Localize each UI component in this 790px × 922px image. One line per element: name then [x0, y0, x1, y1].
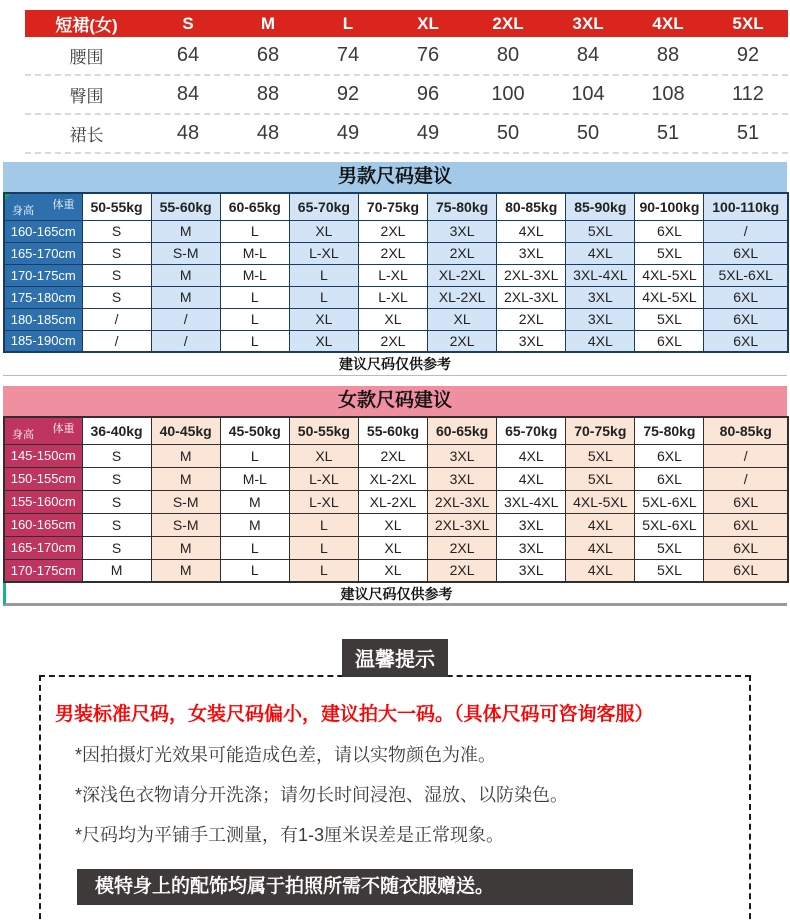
measure-value: 88 — [256, 83, 280, 105]
size-cell: 6XL — [704, 286, 788, 308]
size-cell: / — [704, 220, 788, 242]
measure-value: 84 — [576, 44, 600, 66]
measure-value: 50 — [496, 122, 520, 144]
measure-value: 68 — [256, 44, 280, 66]
size-cell: L — [289, 264, 358, 286]
size-cell: M — [151, 264, 220, 286]
size-cell: 3XL — [566, 286, 635, 308]
size-cell: L — [220, 559, 289, 582]
skirt-measure-row — [25, 76, 788, 115]
notice-line-2: *深浅色衣物请分开洗涤；请勿长时间浸泡、湿放、以防染色。 — [75, 785, 569, 805]
corner-weight-height-cell — [4, 417, 82, 444]
weight-header-cell: 50-55kg — [82, 193, 151, 220]
height-label-cell: 145-150cm — [4, 444, 82, 467]
height-label-cell: 175-180cm — [4, 286, 82, 308]
size-cell: S — [82, 264, 151, 286]
weight-header-cell: 75-80kg — [635, 417, 704, 444]
weight-header-cell: 65-70kg — [497, 417, 566, 444]
size-cell: 4XL — [497, 220, 566, 242]
measure-value: 49 — [336, 122, 360, 144]
size-cell: 5XL — [635, 536, 704, 559]
size-cell: 3XL — [497, 513, 566, 536]
size-cell: 6XL — [704, 242, 788, 264]
size-cell: 5XL — [635, 559, 704, 582]
size-cell: 6XL — [635, 330, 704, 352]
height-label-cell: 160-165cm — [4, 220, 82, 242]
size-cell: S — [82, 536, 151, 559]
size-cell: 5XL — [635, 242, 704, 264]
measure-value: 48 — [256, 122, 280, 144]
size-suggestion-row — [4, 220, 788, 242]
size-cell: XL — [289, 220, 358, 242]
size-suggestion-row — [4, 490, 788, 513]
size-cell: M — [220, 490, 289, 513]
height-label-cell: 160-165cm — [4, 513, 82, 536]
weight-header-cell: 55-60kg — [151, 193, 220, 220]
size-cell: 5XL-6XL — [635, 513, 704, 536]
size-cell: S — [82, 467, 151, 490]
skirt-measure-row — [25, 115, 788, 154]
size-cell: L — [289, 536, 358, 559]
size-cell: M — [151, 559, 220, 582]
size-cell: 6XL — [635, 220, 704, 242]
size-cell: S — [82, 513, 151, 536]
measure-value: 96 — [416, 83, 440, 105]
weight-header-cell: 90-100kg — [635, 193, 704, 220]
size-suggestion-row — [4, 559, 788, 582]
size-cell: M-L — [220, 264, 289, 286]
size-cell: M — [151, 220, 220, 242]
corner-weight-label: 体重 — [52, 423, 75, 435]
size-cell: 2XL — [358, 444, 427, 467]
size-cell: L-XL — [289, 467, 358, 490]
size-cell: 3XL — [497, 242, 566, 264]
size-suggestion-row — [4, 308, 788, 330]
measure-value: 49 — [416, 122, 440, 144]
size-cell: 4XL — [566, 536, 635, 559]
size-column-header: 4XL — [652, 13, 684, 33]
measure-value: 48 — [176, 122, 200, 144]
size-cell: 3XL — [428, 467, 497, 490]
men-table-footer: 建议尺码仅供参考 — [3, 353, 787, 376]
size-cell: 2XL-3XL — [428, 513, 497, 536]
weight-header-cell: 50-55kg — [289, 417, 358, 444]
size-cell: 2XL — [428, 242, 497, 264]
size-cell: 2XL-3XL — [497, 286, 566, 308]
size-cell: 5XL-6XL — [704, 264, 788, 286]
size-column-header: L — [342, 13, 354, 33]
size-cell: 6XL — [704, 308, 788, 330]
size-cell: XL — [289, 330, 358, 352]
size-cell: L-XL — [358, 286, 427, 308]
size-cell: M-L — [220, 242, 289, 264]
measure-label: 裙长 — [69, 126, 104, 145]
measure-value: 84 — [176, 83, 200, 105]
size-cell: 3XL — [428, 220, 497, 242]
size-cell: XL-2XL — [358, 490, 427, 513]
size-suggestion-row — [4, 536, 788, 559]
size-cell: 3XL — [566, 308, 635, 330]
size-cell: M — [151, 444, 220, 467]
size-cell: L-XL — [289, 242, 358, 264]
weight-header-cell: 36-40kg — [82, 417, 151, 444]
size-cell: XL — [358, 513, 427, 536]
size-cell: 4XL — [566, 242, 635, 264]
size-cell: L — [289, 559, 358, 582]
size-cell: S — [82, 286, 151, 308]
size-cell: 6XL — [704, 536, 788, 559]
skirt-label-header: 短裙(女) — [55, 16, 118, 35]
weight-header-cell: 70-75kg — [566, 417, 635, 444]
size-cell: L — [220, 330, 289, 352]
size-suggestion-row — [4, 467, 788, 490]
measure-value: 51 — [656, 122, 680, 144]
size-suggestion-row — [4, 330, 788, 352]
size-cell: 2XL — [428, 559, 497, 582]
corner-height-label: 身高 — [12, 204, 34, 217]
size-cell: XL — [358, 559, 427, 582]
notice-footer-bar: 模特身上的配饰均属于拍照所需不随衣服赠送。 — [77, 869, 633, 905]
size-cell: L-XL — [358, 264, 427, 286]
height-label-cell: 150-155cm — [4, 467, 82, 490]
weight-header-cell: 65-70kg — [289, 193, 358, 220]
measure-value: 100 — [491, 83, 525, 105]
corner-weight-height-cell — [4, 193, 82, 220]
measure-value: 51 — [736, 122, 760, 144]
size-cell: L — [220, 308, 289, 330]
size-cell: XL — [358, 536, 427, 559]
notice-line-3: *尺码均为平铺手工测量，有1-3厘米误差是正常现象。 — [75, 825, 505, 845]
skirt-measure-table — [25, 10, 788, 154]
size-cell: 5XL-6XL — [635, 490, 704, 513]
size-cell: M — [151, 286, 220, 308]
men-table-title: 男款尺码建议 — [3, 162, 787, 192]
size-cell: 2XL-3XL — [497, 264, 566, 286]
measure-value: 92 — [736, 44, 760, 66]
corner-weight-label: 体重 — [52, 199, 75, 211]
size-cell: L-XL — [289, 490, 358, 513]
notice-line-1: *因拍摄灯光效果可能造成色差，请以实物颜色为准。 — [75, 745, 497, 765]
size-cell: S-M — [151, 513, 220, 536]
size-suggestion-row — [4, 242, 788, 264]
weight-header-cell: 75-80kg — [428, 193, 497, 220]
size-cell: M — [220, 513, 289, 536]
size-cell: 2XL — [428, 330, 497, 352]
height-label-cell: 165-170cm — [4, 536, 82, 559]
size-cell: / — [82, 308, 151, 330]
size-cell: XL — [428, 308, 497, 330]
measure-label: 臀围 — [69, 87, 104, 106]
size-cell: M — [151, 467, 220, 490]
size-cell: 5XL — [566, 220, 635, 242]
size-cell: L — [220, 536, 289, 559]
measure-value: 108 — [651, 83, 685, 105]
women-size-table — [3, 386, 787, 606]
height-label-cell: 185-190cm — [4, 330, 82, 352]
size-cell: L — [289, 513, 358, 536]
size-cell: 4XL — [566, 330, 635, 352]
size-cell: / — [82, 330, 151, 352]
size-suggestion-row — [4, 444, 788, 467]
corner-height-label: 身高 — [12, 428, 34, 441]
size-cell: 4XL — [497, 467, 566, 490]
size-suggestion-row — [4, 513, 788, 536]
women-table-title: 女款尺码建议 — [3, 386, 787, 416]
notice-badge: 温馨提示 — [342, 639, 448, 677]
skirt-table-body — [25, 37, 788, 154]
size-column-header: XL — [417, 13, 439, 33]
size-cell: 3XL — [497, 330, 566, 352]
men-size-table — [3, 162, 787, 376]
size-cell: 5XL — [635, 308, 704, 330]
weight-header-cell: 60-65kg — [220, 193, 289, 220]
size-cell: 6XL — [704, 513, 788, 536]
size-cell: S-M — [151, 490, 220, 513]
measure-value: 64 — [176, 44, 200, 66]
size-cell: 3XL-4XL — [566, 264, 635, 286]
women-size-grid — [3, 416, 789, 583]
size-cell: M-L — [220, 467, 289, 490]
size-cell: 5XL — [566, 444, 635, 467]
weight-header-cell: 85-90kg — [566, 193, 635, 220]
size-cell: L — [220, 444, 289, 467]
weight-header-cell: 100-110kg — [704, 193, 788, 220]
weight-header-cell: 70-75kg — [358, 193, 427, 220]
size-cell: S-M — [151, 242, 220, 264]
notice-highlight: 男装标准尺码，女装尺码偏小，建议拍大一码。（具体尺码可咨询客服） — [55, 704, 654, 725]
height-label-cell: 165-170cm — [4, 242, 82, 264]
weight-header-cell: 55-60kg — [358, 417, 427, 444]
size-cell: L — [220, 286, 289, 308]
size-cell: 4XL-5XL — [635, 264, 704, 286]
size-cell: 6XL — [704, 330, 788, 352]
measure-value: 112 — [732, 83, 764, 105]
size-column-header: M — [260, 13, 276, 33]
size-suggestion-row — [4, 264, 788, 286]
size-cell: 2XL — [497, 308, 566, 330]
measure-value: 80 — [496, 44, 520, 66]
size-cell: M — [82, 559, 151, 582]
size-cell: 2XL — [428, 536, 497, 559]
size-cell: L — [220, 220, 289, 242]
weight-header-cell: 45-50kg — [220, 417, 289, 444]
height-label-cell: 180-185cm — [4, 308, 82, 330]
weight-header-cell: 60-65kg — [428, 417, 497, 444]
height-label-cell: 170-175cm — [4, 264, 82, 286]
size-cell: M — [151, 536, 220, 559]
size-cell: L — [289, 286, 358, 308]
size-column-header: 2XL — [492, 13, 524, 33]
size-cell: 6XL — [635, 467, 704, 490]
size-cell: 4XL — [497, 444, 566, 467]
measure-value: 92 — [336, 83, 360, 105]
size-cell: XL-2XL — [428, 286, 497, 308]
measure-label: 腰围 — [69, 48, 104, 67]
size-suggestion-row — [4, 286, 788, 308]
men-size-grid — [3, 192, 789, 353]
size-cell: S — [82, 242, 151, 264]
size-cell: 4XL-5XL — [635, 286, 704, 308]
measure-value: 50 — [576, 122, 600, 144]
measure-value: 88 — [656, 44, 680, 66]
height-label-cell: 155-160cm — [4, 490, 82, 513]
size-cell: S — [82, 220, 151, 242]
size-column-header: 3XL — [572, 13, 604, 33]
size-cell: 6XL — [635, 444, 704, 467]
size-cell: 3XL-4XL — [497, 490, 566, 513]
size-cell: 2XL — [358, 242, 427, 264]
size-cell: S — [82, 490, 151, 513]
size-column-header: 5XL — [732, 13, 764, 33]
skirt-table-header — [25, 10, 788, 37]
size-cell: 4XL — [566, 559, 635, 582]
notice-box — [39, 675, 751, 922]
weight-header-cell: 80-85kg — [704, 417, 788, 444]
size-cell: XL — [289, 444, 358, 467]
size-cell: 4XL — [566, 513, 635, 536]
measure-value: 104 — [571, 83, 605, 105]
measure-value: 76 — [416, 44, 440, 66]
size-column-header: S — [182, 13, 194, 33]
size-cell: S — [82, 444, 151, 467]
size-cell: 2XL — [358, 220, 427, 242]
size-cell: 3XL — [428, 444, 497, 467]
size-cell: 4XL-5XL — [566, 490, 635, 513]
skirt-measure-row — [25, 37, 788, 76]
size-cell: 3XL — [497, 559, 566, 582]
weight-header-cell: 80-85kg — [497, 193, 566, 220]
size-cell: / — [151, 308, 220, 330]
size-cell: XL — [358, 308, 427, 330]
size-cell: / — [704, 467, 788, 490]
size-cell: 3XL — [497, 536, 566, 559]
size-cell: XL-2XL — [428, 264, 497, 286]
size-cell: XL-2XL — [358, 467, 427, 490]
size-cell: / — [151, 330, 220, 352]
size-cell: 5XL — [566, 467, 635, 490]
size-cell: 2XL-3XL — [428, 490, 497, 513]
height-label-cell: 170-175cm — [4, 559, 82, 582]
size-cell: 6XL — [704, 559, 788, 582]
weight-header-cell: 40-45kg — [151, 417, 220, 444]
size-cell: 2XL — [358, 330, 427, 352]
size-cell: / — [704, 444, 788, 467]
excel-corner-marker-icon — [5, 194, 11, 200]
size-cell: 6XL — [704, 490, 788, 513]
women-table-footer: 建议尺码仅供参考 — [3, 583, 787, 606]
measure-value: 74 — [336, 44, 360, 66]
size-cell: XL — [289, 308, 358, 330]
